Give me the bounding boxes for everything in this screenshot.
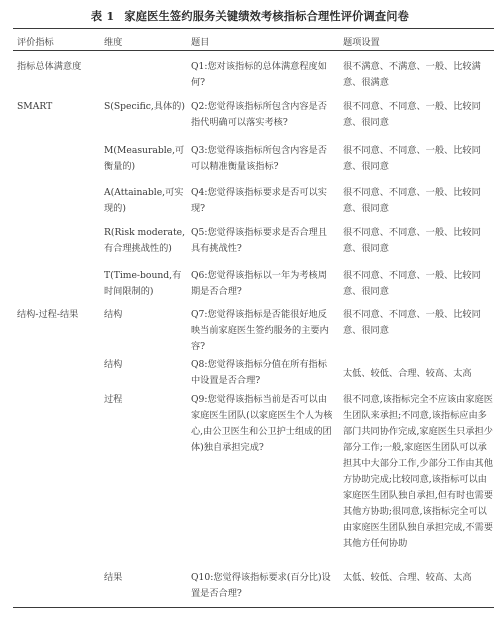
table-title: 家庭医生签约服务关键绩效考核指标合理性评价调查问卷 xyxy=(124,9,410,23)
row-10-options: 太低、较低、合理、较高、太高 xyxy=(343,572,472,583)
row-4-question: Q4:您觉得该指标要求是否可以实现? xyxy=(191,187,327,214)
row-6-question: Q6:您觉得该指标以一年为考核周期是否合理? xyxy=(191,270,327,297)
row-2-indicator: SMART xyxy=(17,101,53,112)
row-5-options: 很不同意、不同意、一般、比较同意、很同意 xyxy=(343,227,481,254)
row-8-question: Q8:您觉得该指标分值在所有指标中设置是否合理? xyxy=(191,359,327,386)
row-7-options: 很不同意、不同意、一般、比较同意、很同意 xyxy=(343,309,481,336)
row-5-question: Q5:您觉得该指标要求是否合理且具有挑战性? xyxy=(191,227,327,254)
header-rule xyxy=(13,50,494,51)
row-1-indicator: 指标总体满意度 xyxy=(17,61,82,72)
row-2-options: 很不同意、不同意、一般、比较同意、很同意 xyxy=(343,101,481,128)
header-indicator: 评价指标 xyxy=(17,37,54,48)
row-7-question: Q7:您觉得该指标是否能很好地反映当前家庭医生签约服务的主要内容? xyxy=(191,309,329,352)
row-2-question: Q2:您觉得该指标所包含内容是否指代明确可以落实考核? xyxy=(191,101,327,128)
row-9-question: Q9:您觉得该指标当前是否可以由家庭医生团队(以家庭医生个人为核心,由公卫医生和公卫护士组成的团体)独自承担完成? xyxy=(191,394,333,453)
bottom-rule xyxy=(13,607,494,608)
row-9-options: 很不同意,该指标完全不应该由家庭医生团队来承担;不同意,该指标应由多部门共同协作完成,家庭医生只承担少部分工作;一般,家庭医生团队可以承担其中大部分工作,少部分工作由其他方协助完成;比较同意,该指标可以由家庭医生团队独自承担,但有时也需要其他方协助;很同意,该指标完全可以由家庭医生团队独自承担完成,不需要其他方任何协助 xyxy=(343,394,493,549)
row-4-options: 很不同意、不同意、一般、比较同意、很同意 xyxy=(343,187,481,214)
table-number: 表 1 xyxy=(90,9,115,23)
header-question: 题目 xyxy=(191,37,210,48)
table-caption xyxy=(0,8,500,24)
row-9-dimension: 过程 xyxy=(104,394,123,405)
row-2-dimension: S(Specific,具体的) xyxy=(104,101,185,112)
row-8-dimension: 结构 xyxy=(104,359,123,370)
row-7-indicator: 结构-过程-结果 xyxy=(17,309,79,320)
header-dimension: 维度 xyxy=(104,37,123,48)
row-7-dimension: 结构 xyxy=(104,309,123,320)
row-10-dimension: 结果 xyxy=(104,572,123,583)
row-3-dimension: M(Measurable,可衡量的) xyxy=(104,145,185,172)
top-rule xyxy=(13,28,494,29)
row-6-dimension: T(Time-bound,有时间限制的) xyxy=(104,270,182,297)
row-1-options: 很不满意、不满意、一般、比较满意、很满意 xyxy=(343,61,481,88)
row-6-options: 很不同意、不同意、一般、比较同意、很同意 xyxy=(343,270,481,297)
row-3-options: 很不同意、不同意、一般、比较同意、很同意 xyxy=(343,145,481,172)
row-10-question: Q10:您觉得该指标要求(百分比)设置是否合理? xyxy=(191,572,331,599)
row-5-dimension: R(Risk moderate,有合理挑战性的) xyxy=(104,227,186,254)
header-options: 题项设置 xyxy=(343,37,380,48)
row-1-question: Q1:您对该指标的总体满意程度如何? xyxy=(191,61,327,88)
row-8-options: 太低、较低、合理、较高、太高 xyxy=(343,368,472,379)
row-3-question: Q3:您觉得该指标所包含内容是否可以精准衡量该指标? xyxy=(191,145,327,172)
row-4-dimension: A(Attainable,可实现的) xyxy=(104,187,184,214)
